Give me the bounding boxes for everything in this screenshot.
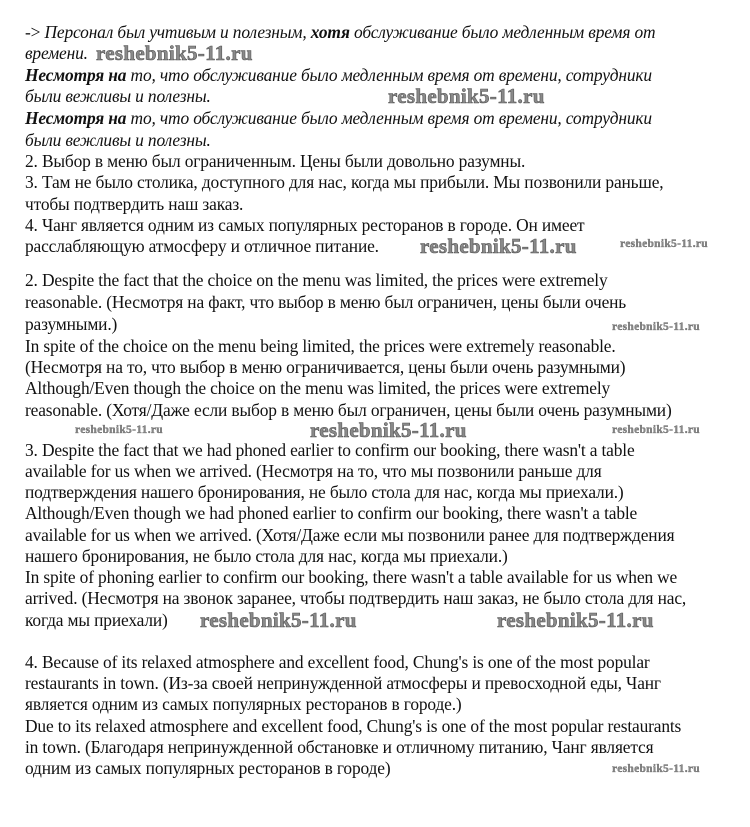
text-line <box>25 758 390 779</box>
text-line <box>25 336 616 357</box>
text-segment: arrived. (Несмотря на звонок заранее, чтобы подтвердить наш заказ, не было стола для нас, <box>25 588 687 608</box>
text-line <box>25 108 652 129</box>
text-segment: Although/Even though the choice on the menu was limited, the prices were extremely <box>25 378 611 398</box>
text-segment: Персонал был учтивым и полезным, <box>44 22 311 42</box>
text-line <box>25 567 677 588</box>
bold-text: хотя <box>310 22 350 42</box>
text-segment: 3. Despite the fact that we had phoned earlier to confirm our booking, there wasn't a table <box>25 440 635 460</box>
bold-text: Несмотря на <box>25 108 127 128</box>
text-segment: available for us when we arrived. (Несмотря на то, что мы позвонили раньше для <box>25 461 602 481</box>
text-line <box>25 292 626 313</box>
watermark: reshebnik5-11.ru <box>200 608 357 632</box>
text-line <box>25 270 608 291</box>
text-segment: то, что обслуживание было медленным время от времени, сотрудники <box>126 65 652 85</box>
text-line <box>25 378 610 399</box>
text-line <box>25 588 686 609</box>
text-segment: времени. <box>25 43 88 63</box>
text-line <box>25 194 243 215</box>
text-segment: 3. Там не было столика, доступного для нас, когда мы прибыли. Мы позвонили раньше, <box>25 172 664 192</box>
text-line <box>25 525 674 546</box>
watermark: reshebnik5-11.ru <box>620 238 708 250</box>
text-segment: были вежливы и полезны. <box>25 130 211 150</box>
text-line <box>25 65 652 86</box>
text-segment: то, что обслуживание было медленным время от времени, сотрудники <box>126 108 652 128</box>
text-segment: 2. Выбор в меню был ограниченным. Цены были довольно разумны. <box>25 151 526 171</box>
text-line <box>25 482 624 503</box>
text-line <box>25 694 462 715</box>
text-line <box>25 737 653 758</box>
text-segment: подтверждения нашего бронирования, не было стола для нас, когда мы приехали.) <box>25 482 624 502</box>
text-segment: in town. (Благодаря непринужденной обстановке и отличному питанию, Чанг является <box>25 737 654 757</box>
watermark: reshebnik5-11.ru <box>310 418 467 442</box>
text-line <box>25 503 637 524</box>
text-segment: -> <box>25 22 45 42</box>
watermark: reshebnik5-11.ru <box>612 763 700 775</box>
text-segment: является одним из самых популярных ресторанов в городе.) <box>25 694 462 714</box>
text-line <box>25 151 525 172</box>
text-line <box>25 314 117 335</box>
text-segment: Due to its relaxed atmosphere and excellent food, Chung's is one of the most popular restaurants <box>25 716 682 736</box>
watermark: reshebnik5-11.ru <box>612 424 700 436</box>
text-segment: одним из самых популярных ресторанов в городе) <box>25 758 391 778</box>
text-segment: 4. Чанг является одним из самых популярных ресторанов в городе. Он имеет <box>25 215 585 235</box>
text-line <box>25 236 379 257</box>
text-line <box>25 22 655 43</box>
watermark: reshebnik5-11.ru <box>420 234 577 258</box>
text-line <box>25 440 635 461</box>
text-segment: Although/Even though we had phoned earlier to confirm our booking, there wasn't a table <box>25 503 638 523</box>
text-segment: обслуживание было медленным время от <box>349 22 656 42</box>
text-line <box>25 673 661 694</box>
text-segment: разумными.) <box>25 314 118 334</box>
text-line <box>25 546 508 567</box>
text-line <box>25 461 602 482</box>
watermark: reshebnik5-11.ru <box>612 321 700 333</box>
text-segment: restaurants in town. (Из-за своей непринужденной атмосферы и превосходной еды, Чанг <box>25 673 661 693</box>
text-segment: были вежливы и полезны. <box>25 86 211 106</box>
text-segment: чтобы подтвердить наш заказ. <box>25 194 244 214</box>
watermark: reshebnik5-11.ru <box>497 608 654 632</box>
text-line <box>25 172 663 193</box>
watermark: reshebnik5-11.ru <box>75 424 163 436</box>
text-segment: (Несмотря на то, что выбор в меню ограничивается, цены были очень разумными) <box>25 357 626 377</box>
text-segment: когда мы приехали) <box>25 610 168 630</box>
bold-text: Несмотря на <box>25 65 127 85</box>
text-line <box>25 215 585 236</box>
text-line <box>25 357 625 378</box>
text-segment: In spite of phoning earlier to confirm our booking, there wasn't a table available for us when we <box>25 567 678 587</box>
text-line <box>25 43 88 64</box>
text-line <box>25 86 211 107</box>
text-segment: available for us when we arrived. (Хотя/Даже если мы позвонили ранее для подтверждения <box>25 525 675 545</box>
text-segment: reasonable. (Хотя/Даже если выбор в меню был ограничен, цены были очень разумными) <box>25 400 672 420</box>
text-segment: reasonable. (Несмотря на факт, что выбор в меню был ограничен, цены были очень <box>25 292 627 312</box>
text-segment: расслабляющую атмосферу и отличное питание. <box>25 236 379 256</box>
text-line <box>25 130 211 151</box>
text-line <box>25 610 168 631</box>
text-segment: In spite of the choice on the menu being limited, the prices were extremely reasonable. <box>25 336 616 356</box>
text-segment: нашего бронирования, не было стола для нас, когда мы приехали.) <box>25 546 508 566</box>
text-segment: 4. Because of its relaxed atmosphere and excellent food, Chung's is one of the most popular <box>25 652 650 672</box>
watermark: reshebnik5-11.ru <box>388 84 545 108</box>
text-line <box>25 716 681 737</box>
text-segment: 2. Despite the fact that the choice on the menu was limited, the prices were extremely <box>25 270 608 290</box>
text-line <box>25 652 650 673</box>
watermark: reshebnik5-11.ru <box>96 41 253 65</box>
